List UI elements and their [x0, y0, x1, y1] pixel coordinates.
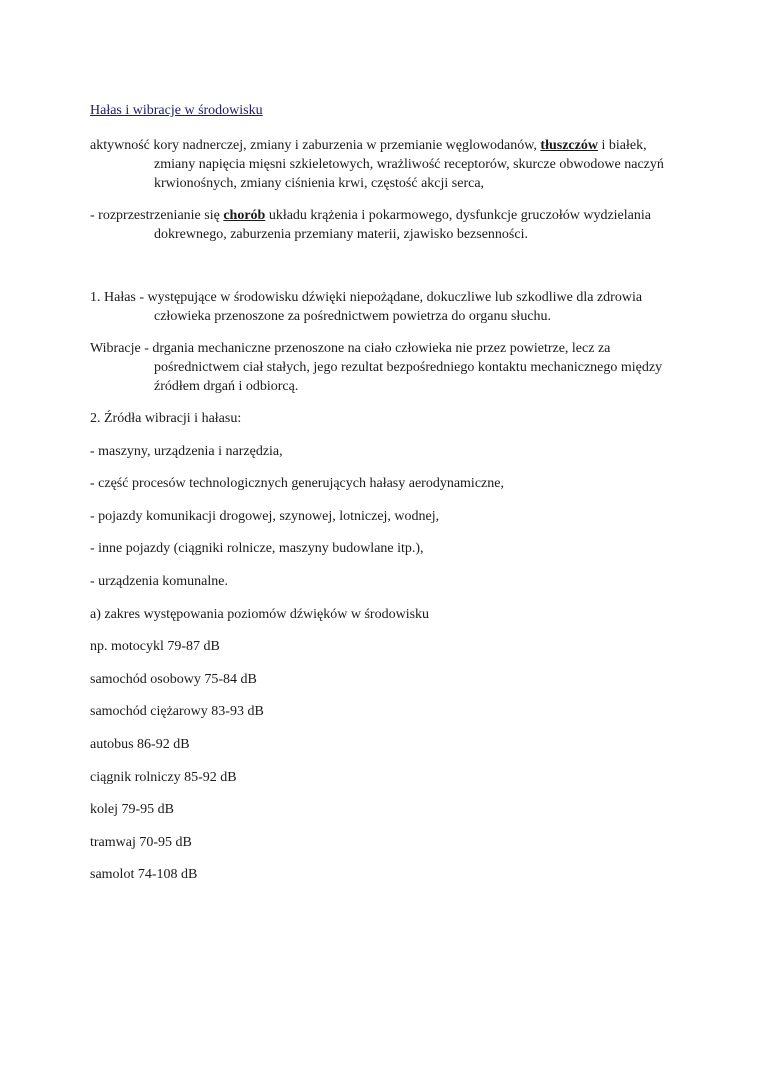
list-item: - maszyny, urządzenia i narzędzia,: [90, 443, 283, 459]
paragraph-effects-start: aktywność kory nadnerczej, zmiany i zaburzenia w przemianie węglowodanów,: [90, 138, 541, 153]
emphasized-diseases: chorób: [223, 208, 266, 223]
sound-level-item: samolot 74-108 dB: [90, 867, 198, 883]
paragraph-effects: [90, 136, 680, 193]
list-item: - pojazdy komunikacji drogowej, szynowej, lotniczej, wodnej,: [90, 508, 440, 524]
sound-level-item: samochód ciężarowy 83-93 dB: [90, 704, 264, 720]
sound-level-item: samochód osobowy 75-84 dB: [90, 671, 257, 687]
paragraph-vibration-definition: Wibracje - drgania mechaniczne przenoszone na ciało człowieka nie przez powietrze, lecz za pośrednictwem ciał stałych, jego rezultat bezpośredniego kontaktu mechanicznego między źródłem drgań i odbiorcą.: [90, 341, 663, 394]
sound-level-item: ciągnik rolniczy 85-92 dB: [90, 769, 237, 785]
blank-space: [90, 258, 680, 288]
sound-level-item: tramwaj 70-95 dB: [90, 834, 192, 850]
list-item: - urządzenia komunalne.: [90, 573, 228, 589]
document-body: [90, 101, 680, 898]
emphasized-fats: tłuszczów: [540, 138, 598, 153]
sound-level-item: kolej 79-95 dB: [90, 802, 174, 818]
document-title: Hałas i wibracje w środowisku: [90, 103, 263, 118]
paragraph-diseases: [90, 206, 680, 244]
paragraph-diseases-start: - rozprzestrzenianie się: [90, 208, 224, 223]
sound-level-item: autobus 86-92 dB: [90, 736, 190, 752]
sound-levels-heading: a) zakres występowania poziomów dźwięków w środowisku: [90, 606, 430, 622]
sources-heading: 2. Źródła wibracji i hałasu:: [90, 411, 242, 426]
paragraph-noise-definition: 1. Hałas - występujące w środowisku dźwięki niepożądane, dokuczliwe lub szkodliwe dla zdrowia człowieka przenoszone za pośrednictwem powietrza do organu słuchu.: [90, 290, 643, 324]
sound-level-item: np. motocykl 79-87 dB: [90, 639, 220, 655]
paragraph-effects-end: i białek, zmiany napięcia mięsni szkieletowych, wrażliwość receptorów, skurcze obwodowe naczyń krwionośnych, zmiany ciśnienia krwi, częstość akcji serca,: [154, 138, 664, 191]
list-item: - część procesów technologicznych generujących hałasy aerodynamiczne,: [90, 476, 504, 492]
list-item: - inne pojazdy (ciągniki rolnicze, maszyny budowlane itp.),: [90, 541, 424, 557]
paragraph-diseases-end: układu krążenia i pokarmowego, dysfunkcje gruczołów wydzielania dokrewnego, zaburzenia przemiany materii, zjawisko bezsenności.: [154, 208, 651, 242]
